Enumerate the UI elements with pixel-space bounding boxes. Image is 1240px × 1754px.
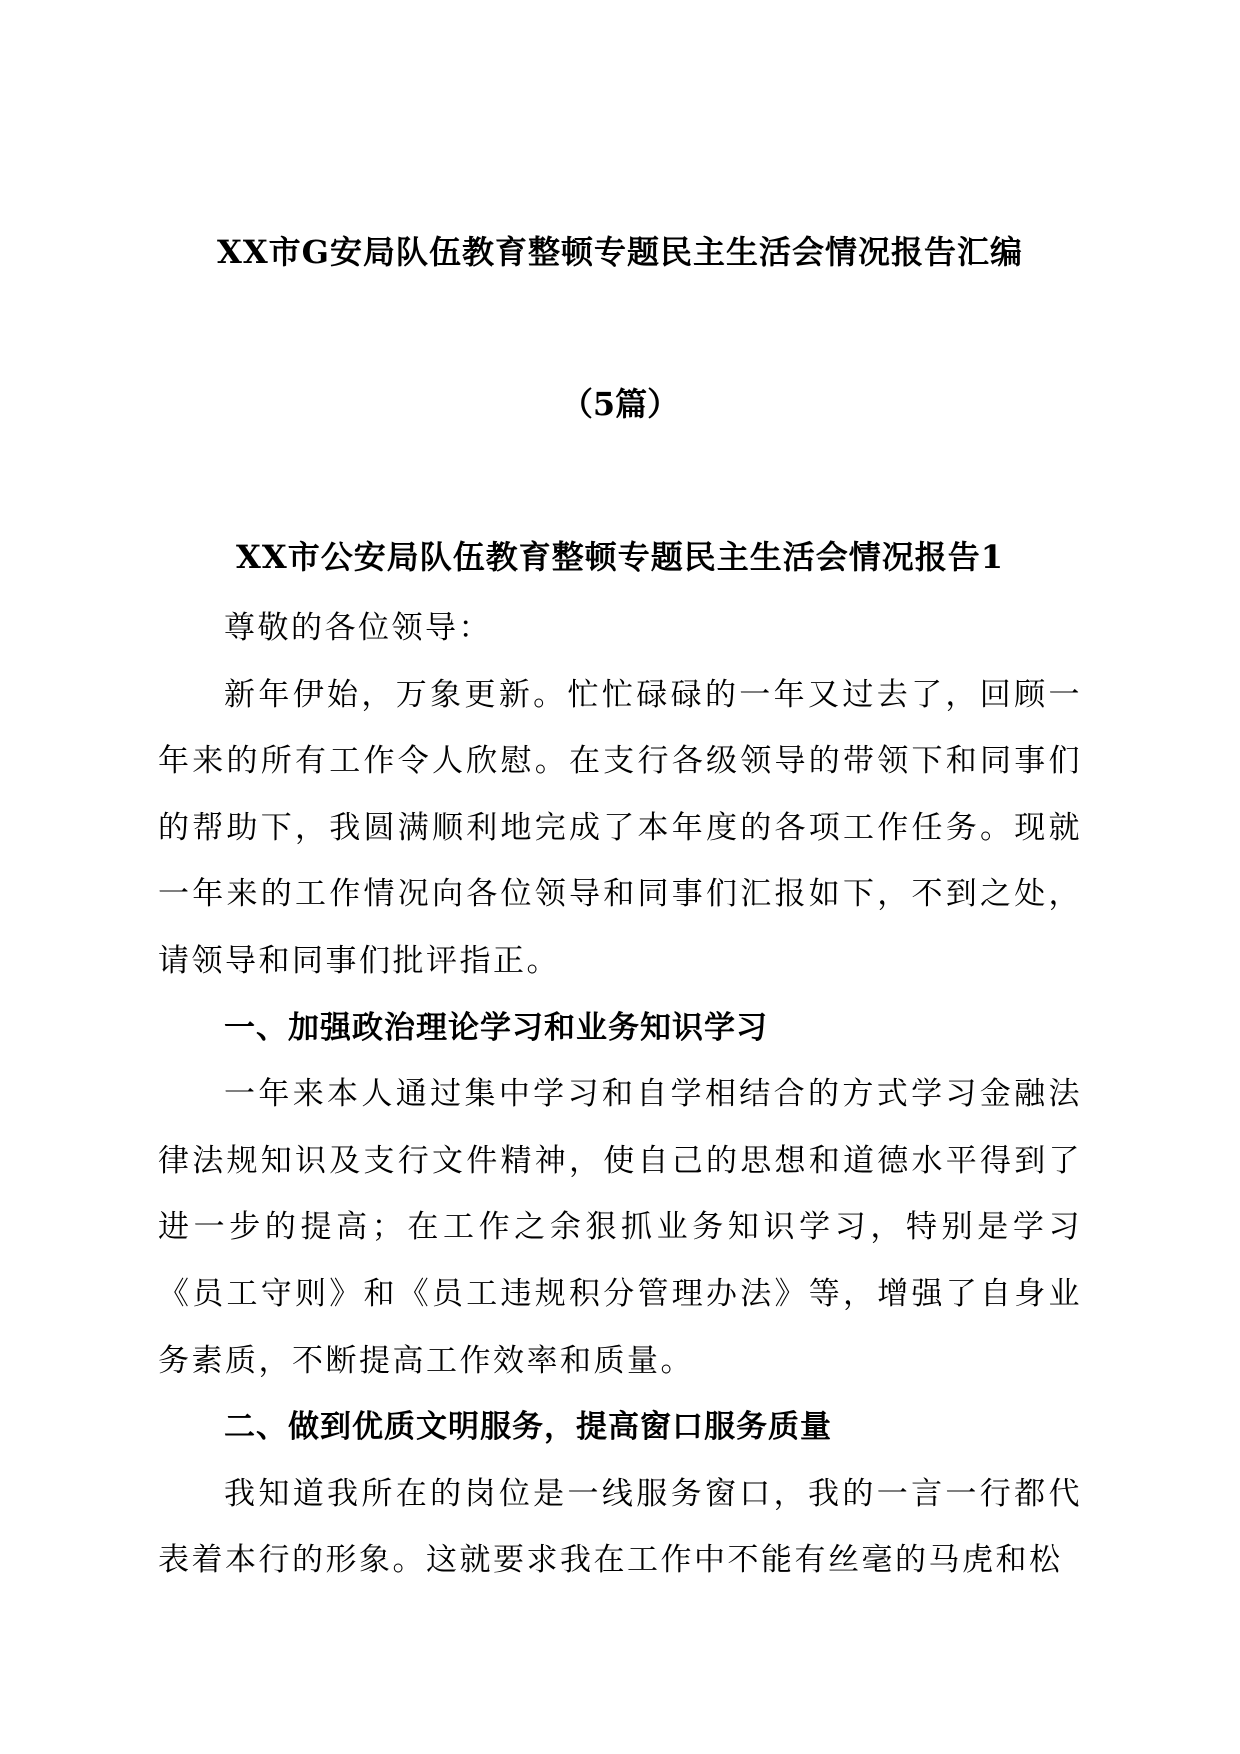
document-main-title: XX市G安局队伍教育整顿专题民主生活会情况报告汇编 [217, 233, 1023, 271]
section-heading-1: 一、加强政治理论学习和业务知识学习 [224, 1009, 768, 1046]
report-title: XX市公安局队伍教育整顿专题民主生活会情况报告1 [236, 538, 1004, 576]
document-count-label: （5篇） [560, 385, 680, 423]
section-body-2: 我知道我所在的岗位是一线服务窗口，我的一言一行都代表着本行的形象。这就要求我在工作中不能有丝毫的马虎和松 [158, 1475, 1082, 1579]
section-heading-2: 二、做到优质文明服务，提高窗口服务质量 [224, 1409, 832, 1446]
intro-paragraph: 新年伊始，万象更新。忙忙碌碌的一年又过去了，回顾一年来的所有工作令人欣慰。在支行各级领导的带领下和同事们的帮助下，我圆满顺利地完成了本年度的各项工作任务。现就一年来的工作情况向各位领导和同事们汇报如下，不到之处，请领导和同事们批评指正。 [158, 676, 1082, 979]
section-body-1: 一年来本人通过集中学习和自学相结合的方式学习金融法律法规知识及支行文件精神，使自己的思想和道德水平得到了进一步的提高；在工作之余狠抓业务知识学习，特别是学习《员工守则》和《员工违规积分管理办法》等，增强了自身业务素质，不断提高工作效率和质量。 [158, 1076, 1082, 1379]
salutation: 尊敬的各位领导： [224, 610, 492, 646]
document-body [158, 595, 1082, 1594]
